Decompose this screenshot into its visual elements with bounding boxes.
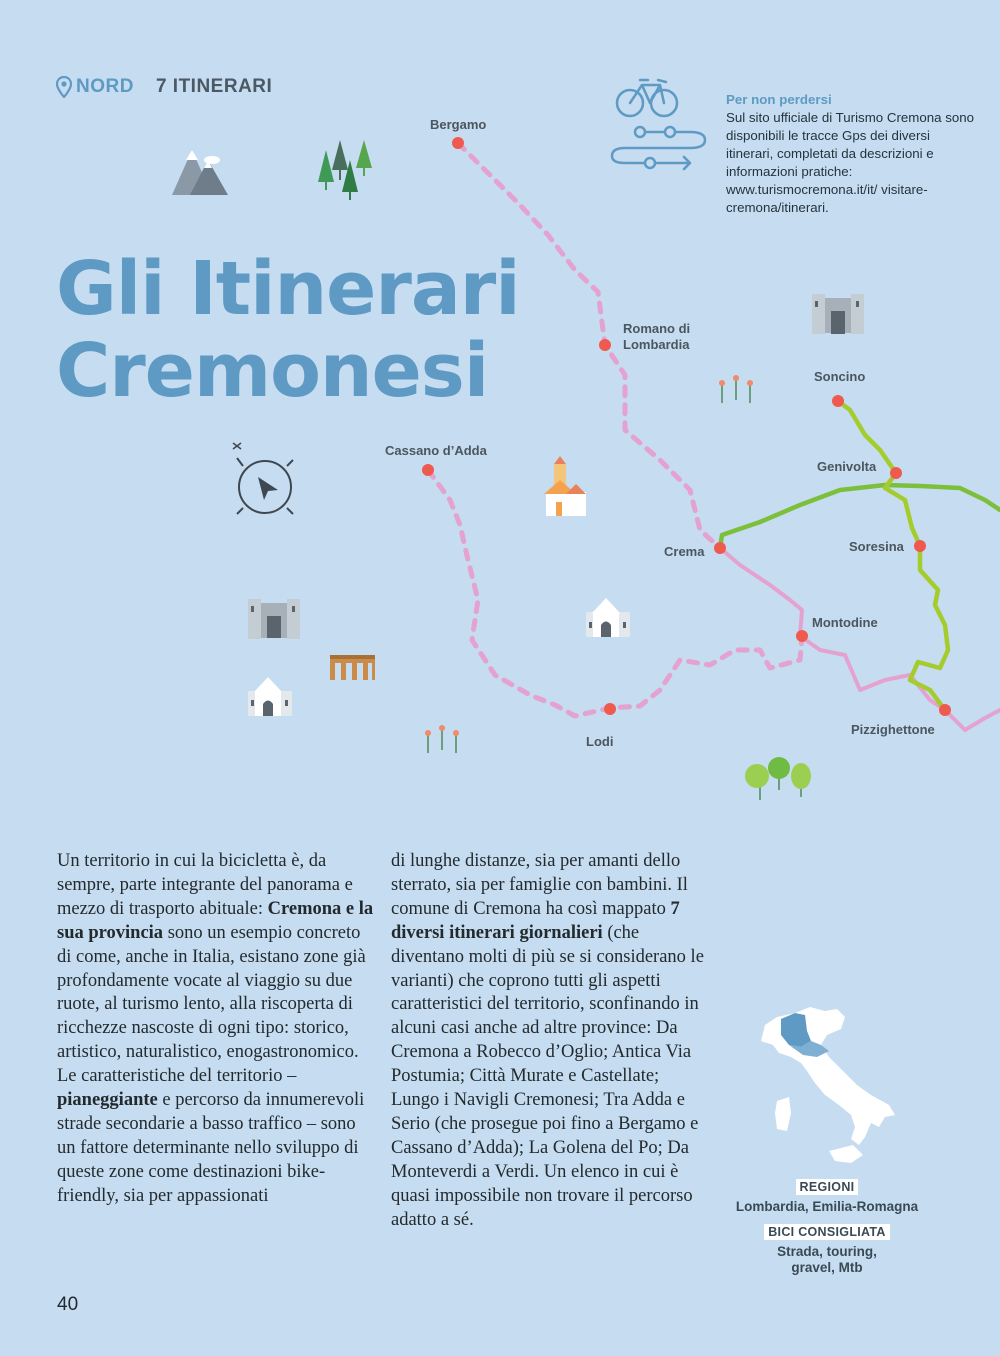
- regions-box: [724, 1178, 930, 1284]
- city-dot-pizzighettone: [939, 704, 951, 716]
- flowers-icon: [425, 725, 459, 753]
- text-run-bold: Cremona e la sua provincia: [57, 898, 374, 943]
- city-dot-cassano: [422, 464, 434, 476]
- city-dot-soncino: [832, 395, 844, 407]
- sardinia: [775, 1097, 791, 1131]
- route-lines: [428, 143, 1000, 730]
- info-box: [726, 91, 976, 217]
- city-dot-bergamo: [452, 137, 464, 149]
- city-dot-romano: [599, 339, 611, 351]
- itineraries-count: 7 ITINERARI: [155, 76, 273, 97]
- text-run: e percorso da innumerevoli strade secondarie a basso traffico – sono un fattore determinante nello sviluppo di queste zone come destinazioni bike-friendly, sia per appassionati: [57, 1090, 365, 1206]
- chapel-icon: [586, 598, 630, 637]
- regions-label: REGIONI: [796, 1179, 859, 1195]
- city-label: Montodine: [812, 615, 878, 630]
- text-run: (che diventano molti di più se si considerano le varianti) che coprono tutti gli aspetti caratteristici del territorio, sconfinando in alcuni casi anche ad altre province: Da Cremona a Robecco d’Oglio; Antica Via Postumia; Città Murate e Castellate; Lungo i Navigli Cremonesi; Tra Adda e Serio (che prosegue poi fino a Bergamo e Cassano d’Adda); La Golena del Po; Da Monteverdi a Verdi. Un elenco in cui è quasi impossibile non trovare il percorso adatto a sé.: [391, 922, 704, 1230]
- compass-icon: [233, 443, 293, 514]
- info-heading: Per non perdersi: [726, 92, 832, 107]
- text-run: di lunghe distanze, sia per amanti dello sterrato, sia per famiglie con bambini. Il comune di Cremona ha così mappato: [391, 851, 688, 919]
- title-line-1: Gli Itinerari: [56, 246, 520, 332]
- city-label: Cassano d’Adda: [385, 443, 487, 458]
- city-label: Bergamo: [430, 117, 487, 132]
- city-dot-lodi: [604, 703, 616, 715]
- city-label: Crema: [664, 544, 705, 559]
- castle-icon: [248, 599, 300, 639]
- text-run: sono un esempio concreto di come, anche in Italia, esistano zone già profondamente vocate al viaggio su due ruote, al turismo lento, alla riscoperta di ricchezze nascoste di ogni tipo: storico, artistico, naturalistico, enogastronomico. Le caratteristiche del territorio –: [57, 922, 366, 1087]
- chapel-icon: [248, 677, 292, 716]
- bike-value: Strada, touring, gravel, Mtb: [777, 1244, 877, 1275]
- aqueduct-icon: [330, 655, 375, 680]
- castle-icon: [812, 294, 864, 334]
- section-label: NORD: [76, 76, 134, 97]
- church-icon: [544, 456, 586, 516]
- italy-map-icon: [755, 1005, 900, 1170]
- city-label: Soncino: [814, 369, 866, 384]
- page-number: 40: [57, 1294, 79, 1315]
- city-label: Soresina: [849, 539, 904, 554]
- city-dot-crema: [714, 542, 726, 554]
- city-label: Romano di Lombardia: [623, 321, 691, 352]
- city-label: Pizzighettone: [851, 722, 935, 737]
- body-column-1: [57, 850, 375, 1209]
- trees-icon: [745, 757, 811, 800]
- text-run-bold: pianeggiante: [57, 1090, 158, 1111]
- info-text: Sul sito ufficiale di Turismo Cremona sono disponibili le tracce Gps dei diversi itinerari, completati da descrizioni e informazioni pratiche: www.turismocremona.it/it/ visitare-cremona/itinerari.: [726, 110, 975, 215]
- route-crema-pizzighettone: [720, 548, 1000, 730]
- city-dot-soresina: [914, 540, 926, 552]
- trees-icon: [318, 140, 372, 200]
- bike-label: BICI CONSIGLIATA: [764, 1224, 890, 1240]
- text-run: Un territorio in cui la bicicletta è, da sempre, parte integrante del panorama e mezzo di trasporto abituale:: [57, 851, 353, 919]
- section-header: [56, 76, 272, 98]
- title-line-2: Cremonesi: [56, 328, 489, 414]
- mountain-icon: [172, 150, 228, 195]
- city-label: Lodi: [586, 734, 614, 749]
- route-soncino-pizzighettone: [838, 401, 948, 710]
- city-dot-genivolta: [890, 467, 902, 479]
- route-cassano-lodi: [428, 470, 802, 716]
- body-column-2: [391, 850, 709, 1233]
- bicycle-route-icon: [612, 80, 705, 169]
- flowers-icon: [719, 375, 753, 403]
- sicily: [829, 1145, 863, 1163]
- page-title: [56, 248, 520, 412]
- text-run-bold: 7 diversi itinerari giornalieri: [391, 898, 680, 943]
- city-label: Genivolta: [817, 459, 877, 474]
- section-tag: [56, 76, 134, 98]
- city-dot-montodine: [796, 630, 808, 642]
- location-pin-icon: [56, 76, 72, 98]
- regions-value: Lombardia, Emilia-Romagna: [735, 1199, 919, 1214]
